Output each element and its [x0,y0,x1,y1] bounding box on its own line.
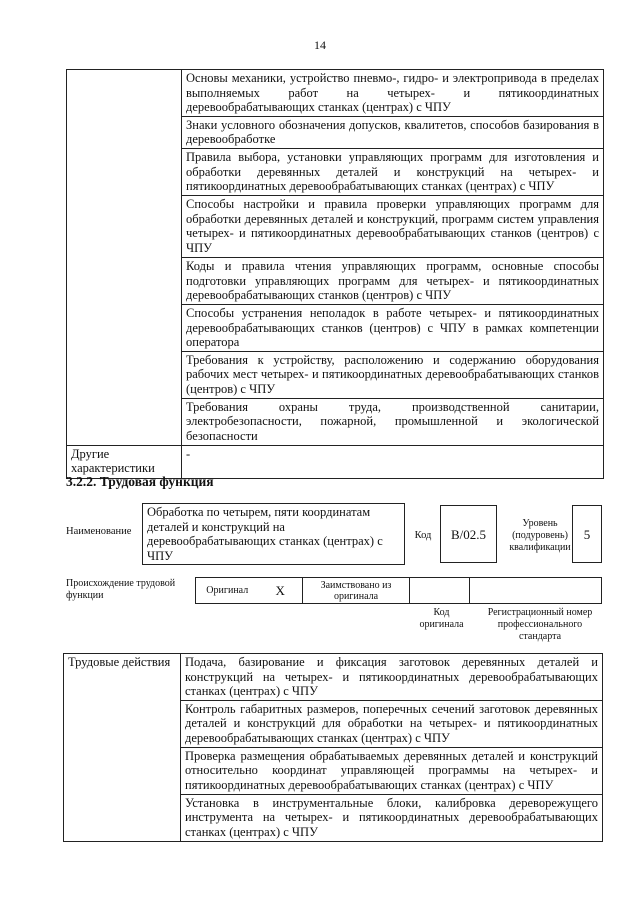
labor-action-row: Подача, базирование и фиксация заготовок деревянных деталей и конструкций на четырех- и пятикоординатных деревообрабатывающих станках (центрах) с ЧПУ [181,654,603,701]
page-number: 14 [314,38,326,52]
knowledge-row: Знаки условного обозначения допусков, квалитетов, способов базирования в деревообработке [182,116,604,148]
knowledge-row: Требования охраны труда, производственной санитарии, электробезопасности, пожарной, промышленной и экологической безопасности [182,398,604,445]
original-label: Оригинал [196,578,259,604]
knowledge-label-cell [67,70,182,446]
origin-table [195,577,602,604]
level-label: Уровень (подуровень) квалификации [509,518,571,553]
reg-number-cell [470,578,602,604]
original-mark: X [259,578,303,604]
origin-label: Происхождение трудовой функции [66,578,176,601]
knowledge-row: Способы устранения неполадок в работе четырех- и пятикоординатных деревообрабатывающих станков (центров) с ЧПУ в рамках компетенции оператора [182,304,604,351]
labor-actions-table [63,653,603,842]
name-label: Наименование [66,526,132,537]
labor-action-row: Контроль габаритных размеров, поперечных сечений заготовок деревянных деталей и конструкций для обработки на четырех- и пятикоординатных деревообрабатывающих станках (центрах) с ЧПУ [181,700,603,747]
function-name-box: Обработка по четырем, пяти координатам деталей и конструкций на деревообрабатывающих станках (центрах) с ЧПУ [142,503,405,565]
knowledge-row: Требования к устройству, расположению и содержанию оборудования рабочих мест четырех- и пятикоординатных деревообрабатывающих станков (центров) с ЧПУ [182,351,604,398]
other-characteristics-value: - [182,445,604,478]
labor-actions-label: Трудовые действия [64,654,181,842]
borrowed-label: Заимствовано из оригинала [303,578,410,604]
labor-action-row: Установка в инструментальные блоки, калибровка дереворежущего инструмента на четырех- и пятикоординатных деревообрабатывающих станках (центрах) с ЧПУ [181,794,603,841]
other-characteristics-label: Другие характеристики [67,445,182,478]
section-heading: 3.2.2. Трудовая функция [66,474,214,489]
function-code-box: B/02.5 [440,505,497,563]
knowledge-row: Коды и правила чтения управляющих программ, основные способы подготовки управляющих программ для четырех- и пятикоординатных деревообрабатывающих станков (центров) с ЧПУ [182,257,604,304]
knowledge-row: Способы настройки и правила проверки управляющих программ для обработки деревянных деталей и конструкций, программ систем управления четырех- и пятикоординатных деревообрабатывающих станков (центров) с ЧПУ [182,195,604,257]
knowledge-table [66,69,604,479]
code-caption: Код оригинала [419,607,464,630]
level-box: 5 [572,505,602,563]
code-label: Код [414,530,432,541]
knowledge-row: Правила выбора, установки управляющих программ для изготовления и обработки деревянных деталей и конструкций на четырех- и пятикоординатных деревообрабатывающих станках (центрах) с ЧПУ [182,148,604,195]
labor-action-row: Проверка размещения обрабатываемых деревянных деталей и конструкций относительно координат управляющей программы на четырех- и пятикоординатных деревообрабатывающих станках (центрах) с ЧПУ [181,747,603,794]
reg-caption: Регистрационный номер профессионального стандарта [487,607,593,642]
knowledge-row: Основы механики, устройство пневмо-, гидро- и электропривода в пределах выполняемых работ на четырех- и пятикоординатных деревообрабатывающих станках (центрах) с ЧПУ [182,70,604,117]
original-code-cell [410,578,470,604]
